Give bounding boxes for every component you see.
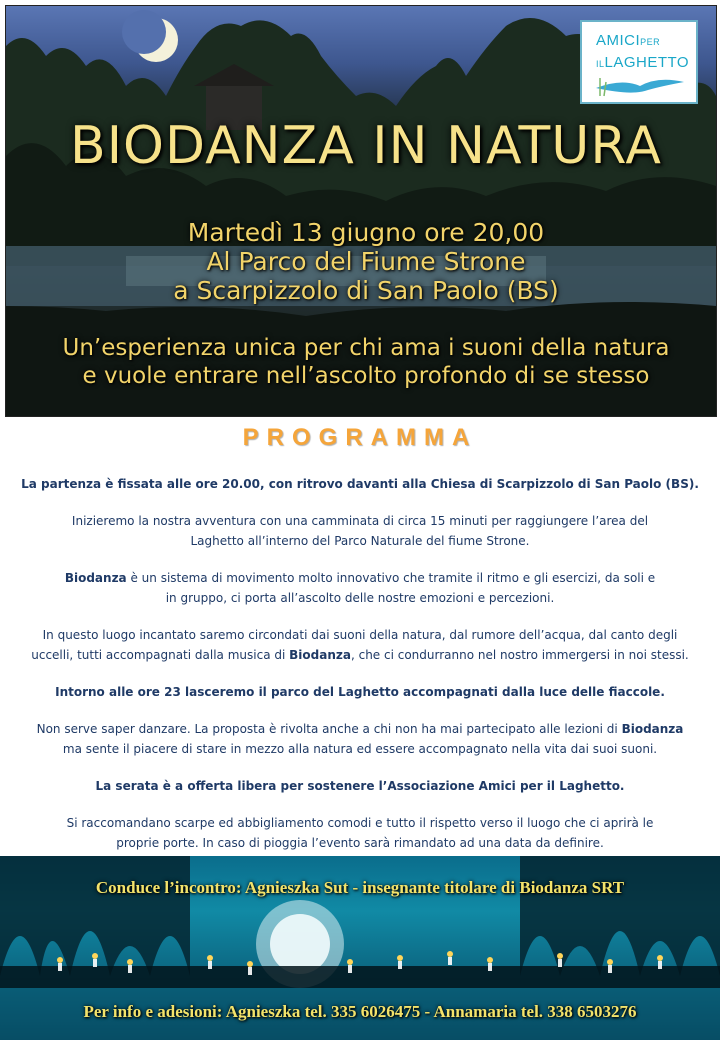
paragraph-offerta: La serata è a offerta libera per sostenere l’Associazione Amici per il Laghetto. — [95, 779, 625, 793]
event-town-line: a Scarpizzolo di San Paolo (BS) — [173, 276, 559, 305]
event-tagline — [6, 334, 717, 390]
conduttrice-line: Conduce l’incontro: Agnieszka Sut - insegnante titolare di Biodanza SRT — [95, 878, 625, 897]
event-title: BIODANZA IN NATURA — [70, 116, 662, 176]
paragraph-luogo: In questo luogo incantato saremo circondati dai suoni della natura, dal rumore dell’acqua, dal canto degli uccelli, tutti accompagnati dalla musica di Biodanza, che ci condurranno nel nostro immergersi in noi stessi. — [31, 628, 689, 662]
event-date-location — [6, 218, 717, 305]
amici-per-il-laghetto-logo — [580, 20, 698, 104]
event-date-line: Martedì 13 giugno ore 20,00 — [187, 218, 545, 247]
logo-text-il: IL — [596, 59, 605, 69]
logo-text-amici: AMICI — [596, 32, 641, 49]
paragraph-biodanza: Biodanza è un sistema di movimento molto innovativo che tramite il ritmo e gli esercizi, da soli e in gruppo, ci porta all’ascolto delle nostre emozioni e percezioni. — [64, 571, 656, 605]
contact-info-line: Per info e adesioni: Agnieszka tel. 335 6026475 - Annamaria tel. 338 6503276 — [83, 1002, 637, 1021]
programma-heading: PROGRAMMA — [242, 424, 478, 451]
programma-body — [20, 474, 700, 870]
hero-banner — [5, 5, 717, 417]
tagline-line-1: Un’esperienza unica per chi ama i suoni della natura — [62, 335, 670, 361]
footer-banner — [0, 856, 720, 1040]
logo-text-per: PER — [640, 37, 661, 47]
paragraph-fiaccole: Intorno alle ore 23 lasceremo il parco del Laghetto accompagnati dalla luce delle fiaccole. — [55, 685, 665, 699]
heron-icon — [592, 74, 688, 98]
paragraph-camminata: Inizieremo la nostra avventura con una camminata di circa 15 minuti per raggiungere l’area del Laghetto all’interno del Parco Naturale del fiume Strone. — [71, 514, 649, 548]
tagline-line-2: e vuole entrare nell’ascolto profondo di se stesso — [82, 363, 650, 389]
logo-text-laghetto: LAGHETTO — [604, 54, 690, 71]
paragraph-raccomandazioni: Si raccomandano scarpe ed abbigliamento comodi e tutto il rispetto verso il luogo che ci aprirà le proprie porte. In caso di pioggia l’evento sarà rimandato ad una data da definire. — [66, 816, 654, 850]
paragraph-danzare: Non serve saper danzare. La proposta è rivolta anche a chi non ha mai partecipato alle lezioni di Biodanza ma sente il piacere di stare in mezzo alla natura ed essere accompagnato nella vita dai suoi suoni. — [36, 722, 684, 756]
paragraph-partenza: La partenza è fissata alle ore 20.00, con ritrovo davanti alla Chiesa di Scarpizzolo di San Paolo (BS). — [21, 477, 699, 491]
event-park-line: Al Parco del Fiume Strone — [206, 247, 526, 276]
